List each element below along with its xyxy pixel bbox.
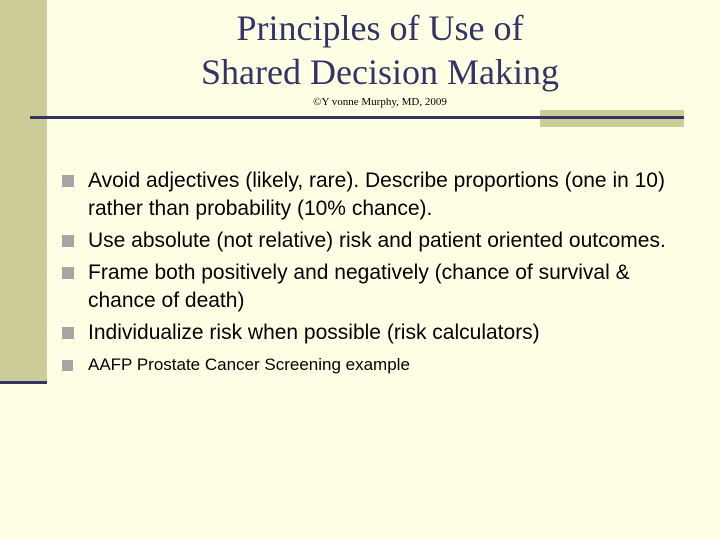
bullet-text: AAFP Prostate Cancer Screening example: [88, 355, 410, 374]
square-bullet-icon: [62, 360, 73, 371]
bullet-text: Individualize risk when possible (risk calculators): [88, 321, 540, 344]
bullet-text: Avoid adjectives (likely, rare). Describe proportions (one in 10) rather than probability (10% chance).: [88, 169, 665, 220]
left-decorative-line: [0, 381, 47, 384]
title-underline-rule: [30, 116, 540, 119]
square-bullet-icon: [62, 175, 74, 187]
square-bullet-icon: [62, 267, 74, 279]
accent-line: [540, 116, 684, 119]
bullet-item: [62, 319, 702, 347]
square-bullet-icon: [62, 327, 74, 339]
bullet-item: [62, 353, 702, 377]
bullet-text: Use absolute (not relative) risk and patient oriented outcomes.: [88, 229, 666, 252]
square-bullet-icon: [62, 235, 74, 247]
bullet-item: [62, 227, 702, 255]
bullet-list: [62, 167, 702, 381]
copyright-subtitle: ©Y vonne Murphy, MD, 2009: [313, 96, 447, 108]
bullet-item: [62, 167, 702, 223]
bullet-text: Frame both positively and negatively (chance of survival & chance of death): [88, 261, 630, 312]
bullet-item: [62, 259, 702, 315]
title-line-2: Shared Decision Making: [201, 52, 559, 92]
title-line-1: Principles of Use of: [236, 8, 524, 48]
left-decorative-band: [0, 0, 47, 382]
slide-title: [60, 6, 700, 94]
